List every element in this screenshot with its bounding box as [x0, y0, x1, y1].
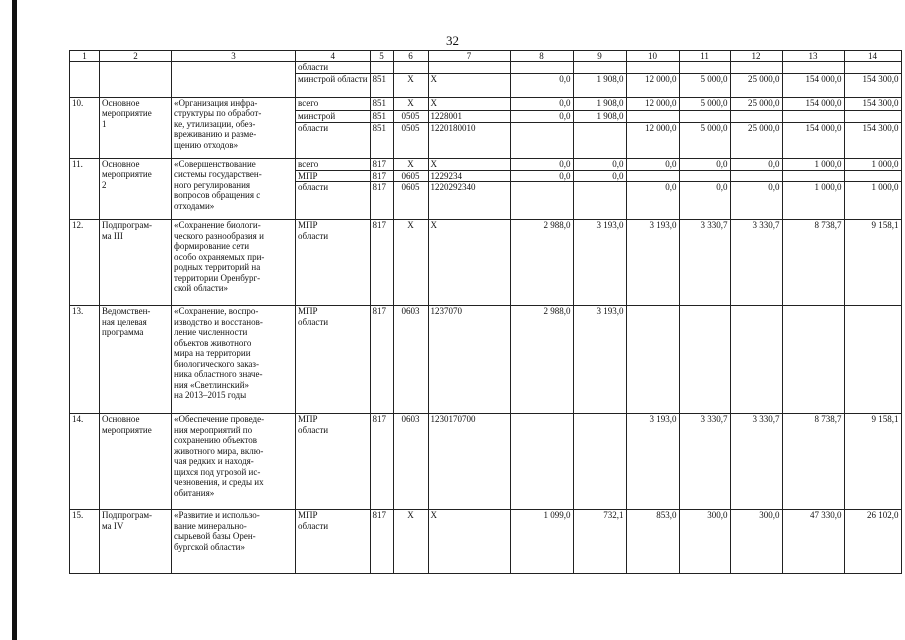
cell — [679, 62, 730, 74]
item-type: Ведомствен- ная целевая программа — [100, 306, 172, 414]
cell: 25 000,0 — [730, 73, 782, 97]
cell — [844, 110, 901, 122]
page-number: 32 — [446, 33, 459, 48]
cell: всего — [296, 97, 371, 110]
item-description: «Совершенствование системы государствен- ного регулирования вопросов обращения с отходами» — [172, 158, 296, 220]
table-row — [70, 62, 902, 74]
cell: 3 193,0 — [573, 306, 626, 414]
cell: 154 300,0 — [844, 97, 901, 110]
cell: X — [393, 73, 428, 97]
cell: 2 988,0 — [510, 306, 573, 414]
column-header: 8 — [510, 51, 573, 62]
cell: 1 908,0 — [573, 110, 626, 122]
cell — [730, 306, 782, 414]
cell: 0,0 — [626, 182, 679, 220]
cell: 154 000,0 — [782, 73, 844, 97]
cell — [626, 62, 679, 74]
cell: 0,0 — [510, 73, 573, 97]
table-row — [70, 158, 902, 170]
column-header: 4 — [296, 51, 371, 62]
cell: 12 000,0 — [626, 97, 679, 110]
item-type: Подпрограм- ма IV — [100, 510, 172, 574]
item-type: Основное мероприятие 2 — [100, 158, 172, 220]
cell: 1 099,0 — [510, 510, 573, 574]
cell: всего — [296, 158, 371, 170]
cell: 3 330,7 — [679, 220, 730, 306]
cell — [844, 306, 901, 414]
item-type: Основное мероприятие 1 — [100, 97, 172, 158]
cell: 0,0 — [730, 182, 782, 220]
row-number: 10. — [70, 97, 100, 158]
cell: 0603 — [393, 306, 428, 414]
cell: 851 — [370, 97, 393, 110]
cell: области — [296, 62, 371, 74]
cell: 3 193,0 — [573, 220, 626, 306]
cell: 47 330,0 — [782, 510, 844, 574]
cell: X — [428, 158, 510, 170]
cell: 851 — [370, 73, 393, 97]
item-type: Подпрограм- ма III — [100, 220, 172, 306]
table-row — [70, 510, 902, 574]
cell: 0,0 — [510, 97, 573, 110]
table-header-row — [70, 51, 902, 62]
item-description: «Сохранение биологи- ческого разнообразия и формирование сети особо охраняемых при- родных территорий на территории Оренбург- ской области» — [172, 220, 296, 306]
cell: X — [393, 510, 428, 574]
cell — [679, 170, 730, 182]
cell: 1 908,0 — [573, 97, 626, 110]
cell: 1229234 — [428, 170, 510, 182]
row-number: 12. — [70, 220, 100, 306]
cell — [172, 62, 296, 98]
cell: 3 193,0 — [626, 414, 679, 510]
column-header: 5 — [370, 51, 393, 62]
cell: X — [393, 220, 428, 306]
cell: 1 908,0 — [573, 73, 626, 97]
item-type: Основное мероприятие — [100, 414, 172, 510]
item-description: «Развитие и использо- вание минерально- сырьевой базы Орен- бургской области» — [172, 510, 296, 574]
cell — [844, 62, 901, 74]
cell: 1237070 — [428, 306, 510, 414]
cell: 25 000,0 — [730, 122, 782, 158]
cell: 0603 — [393, 414, 428, 510]
cell: 3 330,7 — [730, 220, 782, 306]
cell: 817 — [370, 182, 393, 220]
cell — [782, 110, 844, 122]
cell — [393, 62, 428, 74]
column-header: 9 — [573, 51, 626, 62]
cell: 1220180010 — [428, 122, 510, 158]
cell: 154 000,0 — [782, 97, 844, 110]
cell: МПР — [296, 170, 371, 182]
cell: X — [428, 73, 510, 97]
cell: 300,0 — [679, 510, 730, 574]
cell: области — [296, 122, 371, 158]
cell: 12 000,0 — [626, 73, 679, 97]
column-header: 13 — [782, 51, 844, 62]
cell: 1 000,0 — [844, 182, 901, 220]
cell: 817 — [370, 306, 393, 414]
cell: 9 158,1 — [844, 220, 901, 306]
cell: 817 — [370, 414, 393, 510]
cell: 3 193,0 — [626, 220, 679, 306]
cell: минстрой — [296, 110, 371, 122]
cell — [370, 62, 393, 74]
cell: 5 000,0 — [679, 73, 730, 97]
cell: X — [428, 97, 510, 110]
cell: 25 000,0 — [730, 97, 782, 110]
row-number: 14. — [70, 414, 100, 510]
cell: 5 000,0 — [679, 122, 730, 158]
cell: X — [428, 510, 510, 574]
cell — [730, 62, 782, 74]
cell: 851 — [370, 122, 393, 158]
cell — [428, 62, 510, 74]
item-description: «Организация инфра- структуры по обработ- ке, утилизации, обез- вреживанию и разме- щению отходов» — [172, 97, 296, 158]
column-header: 6 — [393, 51, 428, 62]
cell — [573, 122, 626, 158]
cell — [573, 414, 626, 510]
item-description: «Сохранение, воспро- изводство и восстанов- ление численности объектов животного мира на территории биологического заказ- ника областного значе- ния «Светлинский» на 2013–2015 годы — [172, 306, 296, 414]
row-number: 15. — [70, 510, 100, 574]
column-header: 14 — [844, 51, 901, 62]
cell — [510, 182, 573, 220]
cell — [100, 62, 172, 98]
cell: 1 000,0 — [782, 182, 844, 220]
cell: 1228001 — [428, 110, 510, 122]
cell: 1230170700 — [428, 414, 510, 510]
cell: 5 000,0 — [679, 97, 730, 110]
cell — [679, 306, 730, 414]
cell: 26 102,0 — [844, 510, 901, 574]
cell: 1220292340 — [428, 182, 510, 220]
column-header: 12 — [730, 51, 782, 62]
cell: 1 000,0 — [782, 158, 844, 170]
cell — [626, 110, 679, 122]
cell: 0,0 — [510, 158, 573, 170]
column-header: 3 — [172, 51, 296, 62]
cell — [730, 110, 782, 122]
cell: 8 738,7 — [782, 220, 844, 306]
table-row — [70, 97, 902, 110]
cell: 9 158,1 — [844, 414, 901, 510]
cell — [730, 170, 782, 182]
cell: 3 330,7 — [730, 414, 782, 510]
cell: 1 000,0 — [844, 158, 901, 170]
cell: 0505 — [393, 122, 428, 158]
cell: 300,0 — [730, 510, 782, 574]
cell — [70, 62, 100, 98]
cell: 0,0 — [730, 158, 782, 170]
row-number: 11. — [70, 158, 100, 220]
cell — [510, 414, 573, 510]
cell: 8 738,7 — [782, 414, 844, 510]
cell: 154 300,0 — [844, 122, 901, 158]
cell: МПР области — [296, 510, 371, 574]
cell: 817 — [370, 170, 393, 182]
cell: МПР области — [296, 220, 371, 306]
row-number: 13. — [70, 306, 100, 414]
binding-edge — [12, 0, 17, 640]
cell: 817 — [370, 510, 393, 574]
cell: 0,0 — [679, 158, 730, 170]
table-row — [70, 220, 902, 306]
cell: 0,0 — [626, 158, 679, 170]
cell: 0605 — [393, 182, 428, 220]
cell — [626, 306, 679, 414]
cell: 851 — [370, 110, 393, 122]
cell: 817 — [370, 220, 393, 306]
cell: X — [393, 97, 428, 110]
table-row — [70, 306, 902, 414]
column-header: 11 — [679, 51, 730, 62]
cell — [782, 62, 844, 74]
cell: 0,0 — [573, 158, 626, 170]
cell: области — [296, 182, 371, 220]
cell: 732,1 — [573, 510, 626, 574]
cell: X — [428, 220, 510, 306]
cell: минстрой области — [296, 73, 371, 97]
cell — [844, 170, 901, 182]
cell — [573, 182, 626, 220]
item-description: «Обеспечение проведе- ния мероприятий по сохранению объектов животного мира, вклю- чая редких и находя- щихся под угрозой ис- чезновения, и среды их обитания» — [172, 414, 296, 510]
cell — [573, 62, 626, 74]
cell: 12 000,0 — [626, 122, 679, 158]
column-header: 1 — [70, 51, 100, 62]
cell: 154 000,0 — [782, 122, 844, 158]
cell: 0,0 — [573, 170, 626, 182]
cell: 2 988,0 — [510, 220, 573, 306]
column-header: 2 — [100, 51, 172, 62]
cell: 154 300,0 — [844, 73, 901, 97]
cell: 817 — [370, 158, 393, 170]
cell: 0605 — [393, 170, 428, 182]
cell: 0,0 — [679, 182, 730, 220]
cell: 3 330,7 — [679, 414, 730, 510]
cell: X — [393, 158, 428, 170]
cell — [679, 110, 730, 122]
cell — [510, 122, 573, 158]
column-header: 10 — [626, 51, 679, 62]
cell: МПР области — [296, 414, 371, 510]
cell: 0505 — [393, 110, 428, 122]
column-header: 7 — [428, 51, 510, 62]
cell: 853,0 — [626, 510, 679, 574]
cell — [626, 170, 679, 182]
cell — [510, 62, 573, 74]
table-row — [70, 414, 902, 510]
cell: 0,0 — [510, 110, 573, 122]
cell — [782, 306, 844, 414]
cell: МПР области — [296, 306, 371, 414]
budget-table — [69, 50, 902, 574]
cell — [782, 170, 844, 182]
cell: 0,0 — [510, 170, 573, 182]
